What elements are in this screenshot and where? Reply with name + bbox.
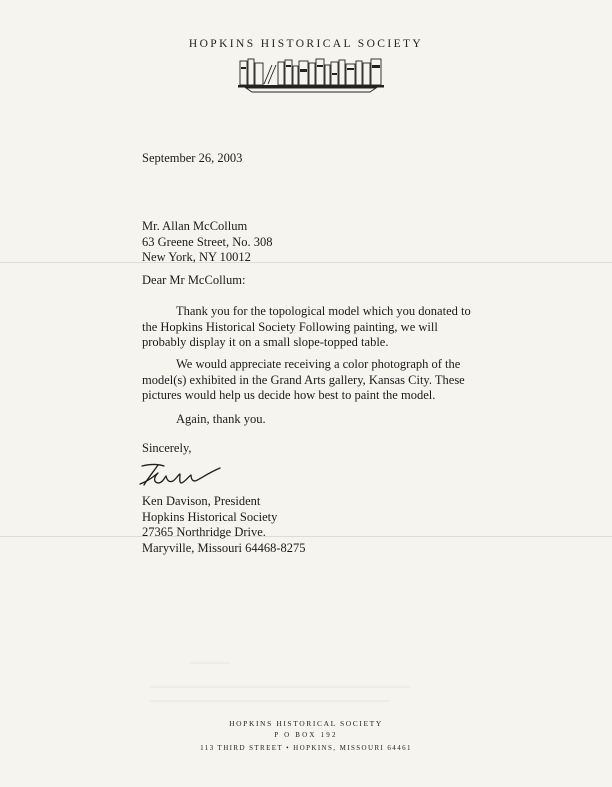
footer-org-name: HOPKINS HISTORICAL SOCIETY xyxy=(229,719,383,728)
body-paragraph xyxy=(142,412,266,428)
footer-po-box: P O BOX 192 xyxy=(274,731,338,739)
paper-fold-line xyxy=(0,262,612,263)
recipient-line: Mr. Allan McCollum xyxy=(142,219,248,233)
letterhead-org-name: HOPKINS HISTORICAL SOCIETY xyxy=(188,38,424,50)
closing: Sincerely, xyxy=(142,441,192,455)
recipient-line: New York, NY 10012 xyxy=(142,250,251,264)
paragraph-line: Thank you for the topological model which you donated to xyxy=(176,304,471,318)
recipient-address xyxy=(142,219,273,266)
bleed-through-marks xyxy=(150,655,450,715)
paragraph-line: model(s) exhibited in the Grand Arts gallery, Kansas City. These xyxy=(142,372,465,387)
body-paragraph xyxy=(142,357,465,404)
paragraph-line: the Hopkins Historical Society Following painting, we will xyxy=(142,319,438,334)
footer-street-address: 113 THIRD STREET • HOPKINS, MISSOURI 64461 xyxy=(200,744,412,752)
sender-line: 27365 Northridge Drive. xyxy=(142,525,266,539)
letter-date: September 26, 2003 xyxy=(142,151,243,165)
body-paragraph xyxy=(142,304,471,351)
sender-line: Ken Davison, President xyxy=(142,494,261,508)
sender-line: Hopkins Historical Society xyxy=(142,509,278,524)
handwritten-signature xyxy=(136,458,226,490)
paragraph-line: We would appreciate receiving a color photograph of the xyxy=(176,357,461,371)
paper-fold-line xyxy=(0,536,612,537)
salutation: Dear Mr McCollum: xyxy=(142,273,246,287)
sender-block xyxy=(142,494,306,556)
paragraph-line: pictures would help us decide how best to paint the model. xyxy=(142,388,436,402)
paragraph-line: probably display it on a small slope-topped table. xyxy=(142,335,389,349)
sender-line: Maryville, Missouri 64468-8275 xyxy=(142,540,306,555)
recipient-line: 63 Greene Street, No. 308 xyxy=(142,234,273,249)
bookshelf-icon xyxy=(236,53,386,93)
paragraph-line: Again, thank you. xyxy=(176,412,266,426)
